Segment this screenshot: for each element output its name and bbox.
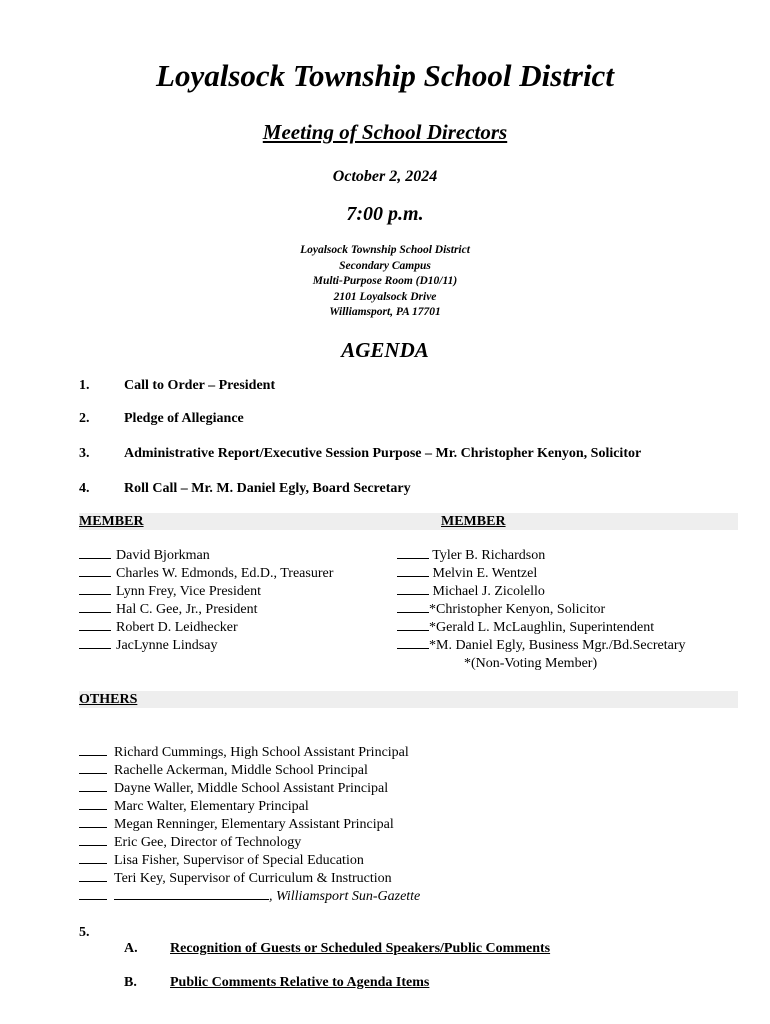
- others-name: Lisa Fisher, Supervisor of Special Education: [114, 853, 364, 868]
- member-row: [79, 619, 333, 637]
- member-header-right: MEMBER: [441, 514, 506, 529]
- signature-blank: [79, 557, 111, 559]
- others-name: Dayne Waller, Middle School Assistant Principal: [114, 781, 389, 796]
- meeting-location: [0, 243, 770, 321]
- others-name: Marc Walter, Elementary Principal: [114, 799, 309, 814]
- item-number: 3.: [79, 446, 90, 461]
- item-number: 2.: [79, 411, 90, 426]
- document-title: Loyalsock Township School District: [156, 58, 614, 93]
- member-name: Melvin E. Wentzel: [429, 566, 538, 581]
- agenda-item: Administrative Report/Executive Session Purpose – Mr. Christopher Kenyon, Solicitor: [124, 446, 642, 461]
- member-name: Tyler B. Richardson: [429, 548, 546, 563]
- member-row: [79, 565, 333, 583]
- others-name: Richard Cummings, High School Assistant Principal: [114, 745, 409, 760]
- signature-blank: [397, 557, 429, 559]
- others-row: [79, 798, 420, 816]
- member-name: Charles W. Edmonds, Ed.D., Treasurer: [116, 566, 334, 581]
- others-list: [79, 744, 420, 906]
- member-row: [79, 637, 333, 655]
- non-voting-note: *(Non-Voting Member): [464, 656, 598, 671]
- item-number: 1.: [79, 378, 90, 393]
- signature-blank: [79, 754, 107, 756]
- others-row: [79, 816, 420, 834]
- others-name: Teri Key, Supervisor of Curriculum & Instruction: [114, 871, 392, 886]
- item-number: 4.: [79, 481, 90, 496]
- others-row: [79, 834, 420, 852]
- others-row: [79, 780, 420, 798]
- meeting-date: October 2, 2024: [332, 168, 438, 185]
- member-name: Hal C. Gee, Jr., President: [116, 602, 258, 617]
- member-row: [397, 565, 686, 583]
- subitem-letter: B.: [124, 975, 137, 990]
- agenda-item: Call to Order – President: [124, 378, 276, 393]
- signature-blank: [79, 772, 107, 774]
- signature-blank: [79, 844, 107, 846]
- member-name: *Christopher Kenyon, Solicitor: [429, 602, 606, 617]
- member-row: [79, 583, 333, 601]
- signature-blank: [79, 808, 107, 810]
- others-name: Eric Gee, Director of Technology: [114, 835, 302, 850]
- member-row: [397, 583, 686, 601]
- agenda-item: Pledge of Allegiance: [124, 411, 244, 426]
- member-row: [397, 637, 686, 655]
- member-row: [397, 619, 686, 637]
- signature-blank: [79, 647, 111, 649]
- member-header-band: [79, 513, 738, 530]
- member-header-left: MEMBER: [79, 514, 144, 529]
- agenda-heading: AGENDA: [341, 338, 429, 362]
- location-line: Multi-Purpose Room (D10/11): [312, 275, 458, 287]
- subitem-text: Recognition of Guests or Scheduled Speakers/Public Comments: [170, 941, 551, 956]
- member-name: Lynn Frey, Vice President: [116, 584, 261, 599]
- others-name: Megan Renninger, Elementary Assistant Principal: [114, 817, 394, 832]
- member-list-right: [397, 547, 686, 673]
- signature-blank: [397, 629, 429, 631]
- others-row: [79, 762, 420, 780]
- member-name: Michael J. Zicolello: [429, 584, 545, 599]
- signature-blank: [397, 575, 429, 577]
- subitem-text: Public Comments Relative to Agenda Items: [170, 975, 430, 990]
- signature-blank: [397, 647, 429, 649]
- signature-blank: [79, 898, 107, 900]
- others-name: Rachelle Ackerman, Middle School Principal: [114, 763, 368, 778]
- signature-blank: [397, 611, 429, 613]
- agenda-item: Roll Call – Mr. M. Daniel Egly, Board Secretary: [124, 481, 411, 496]
- location-line: Loyalsock Township School District: [300, 244, 470, 256]
- member-name: *M. Daniel Egly, Business Mgr./Bd.Secretary: [429, 638, 686, 653]
- press-outlet: , Williamsport Sun-Gazette: [269, 889, 421, 904]
- press-name-blank: [114, 898, 269, 900]
- signature-blank: [397, 593, 429, 595]
- member-row: [397, 601, 686, 619]
- others-row: [79, 888, 420, 906]
- location-line: Williamsport, PA 17701: [329, 306, 441, 318]
- member-name: David Bjorkman: [116, 548, 210, 563]
- member-name: Robert D. Leidhecker: [116, 620, 238, 635]
- others-header-band: [79, 691, 738, 708]
- member-row: [397, 547, 686, 565]
- signature-blank: [79, 593, 111, 595]
- signature-blank: [79, 790, 107, 792]
- member-name: *Gerald L. McLaughlin, Superintendent: [429, 620, 655, 635]
- others-header: OTHERS: [79, 692, 138, 707]
- signature-blank: [79, 611, 111, 613]
- member-list-left: [79, 547, 333, 655]
- signature-blank: [79, 826, 107, 828]
- signature-blank: [79, 880, 107, 882]
- others-row: [79, 870, 420, 888]
- member-name: JacLynne Lindsay: [116, 638, 218, 653]
- member-row: [79, 601, 333, 619]
- signature-blank: [79, 629, 111, 631]
- item-number: 5.: [79, 925, 90, 940]
- meeting-subtitle: Meeting of School Directors: [262, 120, 508, 144]
- others-row: [79, 744, 420, 762]
- location-line: 2101 Loyalsock Drive: [333, 290, 437, 303]
- location-line: Secondary Campus: [339, 259, 431, 272]
- others-row: [79, 852, 420, 870]
- member-row: [79, 547, 333, 565]
- signature-blank: [79, 862, 107, 864]
- meeting-time: 7:00 p.m.: [346, 203, 424, 225]
- signature-blank: [79, 575, 111, 577]
- subitem-letter: A.: [124, 941, 138, 956]
